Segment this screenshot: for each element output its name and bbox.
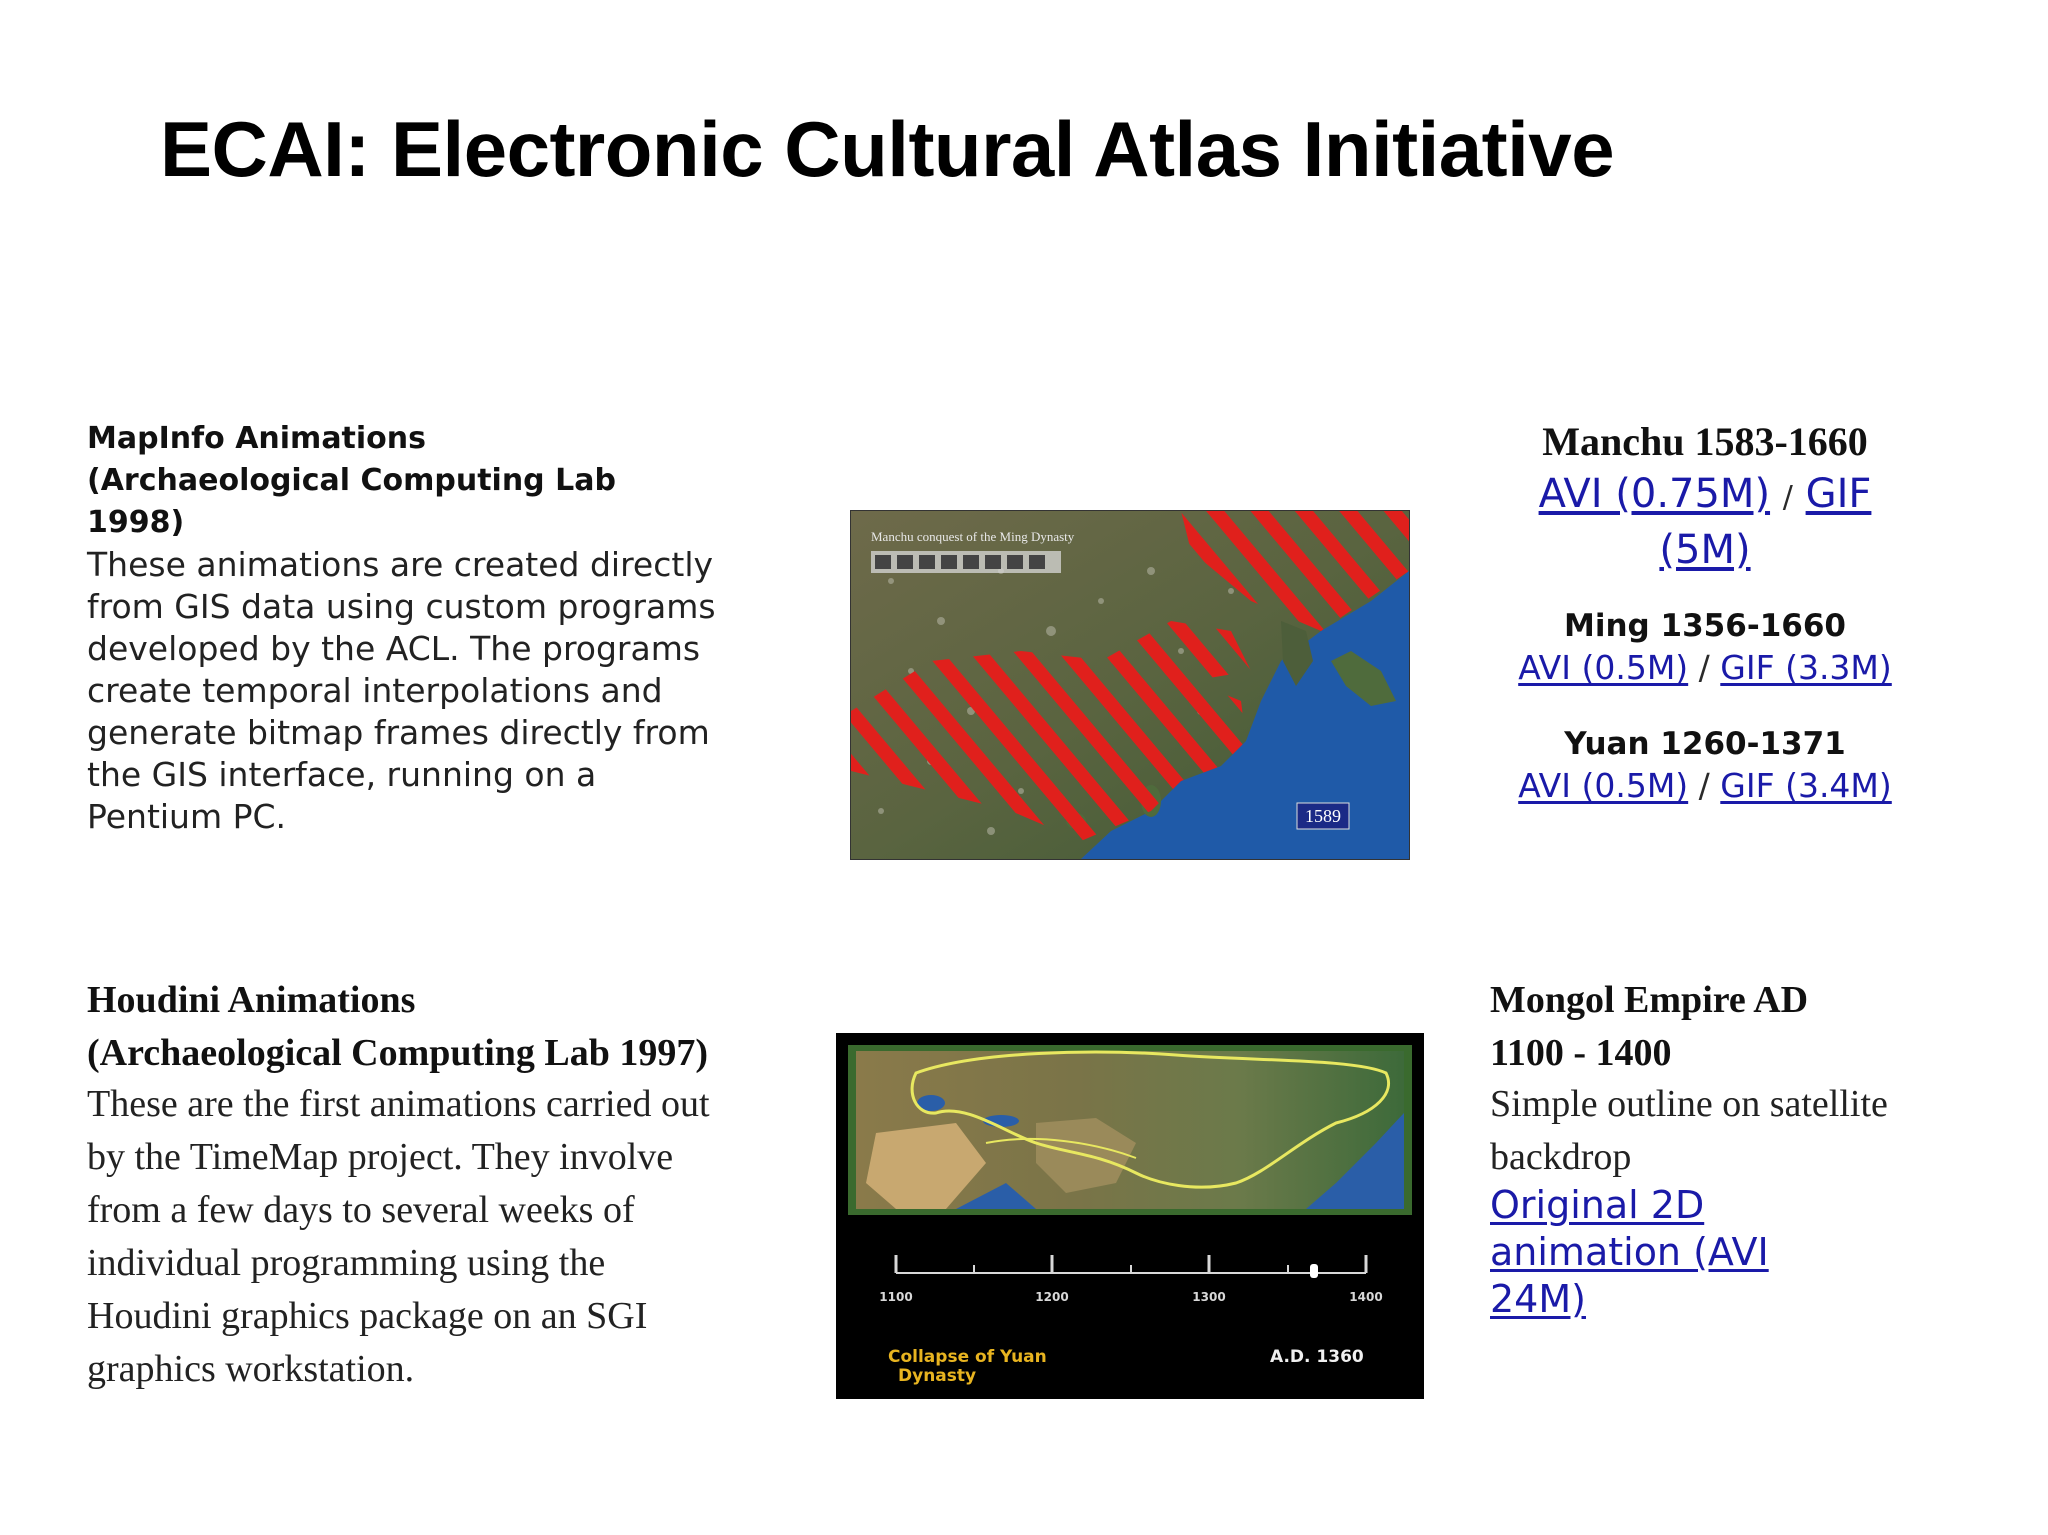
mapinfo-heading-line: MapInfo Animations xyxy=(87,421,427,456)
manchu-avi-link[interactable]: AVI (0.75M) xyxy=(1538,471,1771,517)
mapinfo-heading-line: 1998) xyxy=(87,505,185,540)
manchu-gif-link[interactable]: (5M) xyxy=(1659,527,1751,573)
timeline-tick-label: 1200 xyxy=(1035,1290,1069,1304)
mapinfo-body-line: developed by the ACL. The programs xyxy=(87,629,701,668)
mongol-avi-link[interactable]: 24M) xyxy=(1490,1277,1586,1321)
mapinfo-body-line: the GIS interface, running on a xyxy=(87,755,597,794)
mongol-desc-line: backdrop xyxy=(1490,1136,1632,1178)
mapinfo-body-line: create temporal interpolations and xyxy=(87,671,663,710)
mapinfo-body-line: These animations are created directly xyxy=(87,545,714,584)
houdini-body-line: Houdini graphics package on an SGI xyxy=(87,1295,648,1337)
manchu-gif-link[interactable]: GIF xyxy=(1805,471,1872,517)
houdini-heading xyxy=(87,974,807,1080)
ming-gif-link[interactable]: GIF (3.3M) xyxy=(1720,648,1892,687)
manchu-map-graphic xyxy=(851,511,1409,859)
yuan-links xyxy=(1480,766,1930,805)
mapinfo-body-line: generate bitmap frames directly from xyxy=(87,713,710,752)
ming-avi-link[interactable]: AVI (0.5M) xyxy=(1518,648,1689,687)
manchu-links xyxy=(1480,468,1930,576)
timeline-event-label: Dynasty xyxy=(898,1366,977,1386)
link-separator: / xyxy=(1782,480,1793,515)
houdini-body-line: from a few days to several weeks of xyxy=(87,1189,635,1231)
houdini-body-line: These are the first animations carried out xyxy=(87,1083,710,1125)
mapinfo-heading-line: (Archaeological Computing Lab xyxy=(87,463,616,498)
mapinfo-heading xyxy=(87,418,787,544)
manchu-map-year: 1589 xyxy=(1305,806,1341,826)
manchu-map-caption: Manchu conquest of the Ming Dynasty xyxy=(871,529,1075,544)
mongol-avi-link[interactable]: animation (AVI xyxy=(1490,1230,1769,1274)
manchu-link-row xyxy=(1480,524,1930,576)
mongol-avi-link-block xyxy=(1490,1182,1910,1323)
mongol-description xyxy=(1490,1078,1970,1184)
ming-title: Ming 1356-1660 xyxy=(1564,608,1846,644)
mapinfo-body-line: Pentium PC. xyxy=(87,797,287,836)
houdini-body-line: graphics workstation. xyxy=(87,1348,415,1390)
mapinfo-description xyxy=(87,544,807,838)
houdini-body-line: individual programming using the xyxy=(87,1242,606,1284)
timeline-tick-label: 1100 xyxy=(879,1290,913,1304)
houdini-heading-line: (Archaeological Computing Lab 1997) xyxy=(87,1032,709,1074)
yuan-title: Yuan 1260-1371 xyxy=(1564,726,1846,762)
mongol-title-line: 1100 - 1400 xyxy=(1490,1032,1672,1074)
yuan-gif-link[interactable]: GIF (3.4M) xyxy=(1720,766,1892,805)
timeline-tick-label: 1300 xyxy=(1192,1290,1226,1304)
mongol-map-graphic xyxy=(836,1033,1424,1399)
ming-links xyxy=(1480,648,1930,687)
timeline-tick-label: 1400 xyxy=(1349,1290,1383,1304)
manchu-map-image xyxy=(850,510,1410,860)
mongol-desc-line: Simple outline on satellite xyxy=(1490,1083,1888,1125)
link-separator: / xyxy=(1698,648,1710,687)
slide-title: ECAI: Electronic Cultural Atlas Initiative xyxy=(160,105,1615,193)
mapinfo-body-line: from GIS data using custom programs xyxy=(87,587,716,626)
manchu-title: Manchu 1583-1660 xyxy=(1542,419,1868,464)
houdini-heading-line: Houdini Animations xyxy=(87,979,416,1021)
mongol-map-image xyxy=(836,1033,1424,1399)
mongol-title xyxy=(1490,974,1970,1080)
houdini-description xyxy=(87,1078,807,1396)
houdini-body-line: by the TimeMap project. They involve xyxy=(87,1136,674,1178)
mongol-title-line: Mongol Empire AD xyxy=(1490,979,1809,1021)
mongol-avi-link[interactable]: Original 2D xyxy=(1490,1183,1705,1227)
link-separator: / xyxy=(1698,766,1710,805)
manchu-link-row xyxy=(1480,468,1930,524)
timeline-event-label: Collapse of Yuan xyxy=(888,1347,1047,1367)
timeline-date-label: A.D. 1360 xyxy=(1270,1347,1364,1367)
yuan-avi-link[interactable]: AVI (0.5M) xyxy=(1518,766,1689,805)
